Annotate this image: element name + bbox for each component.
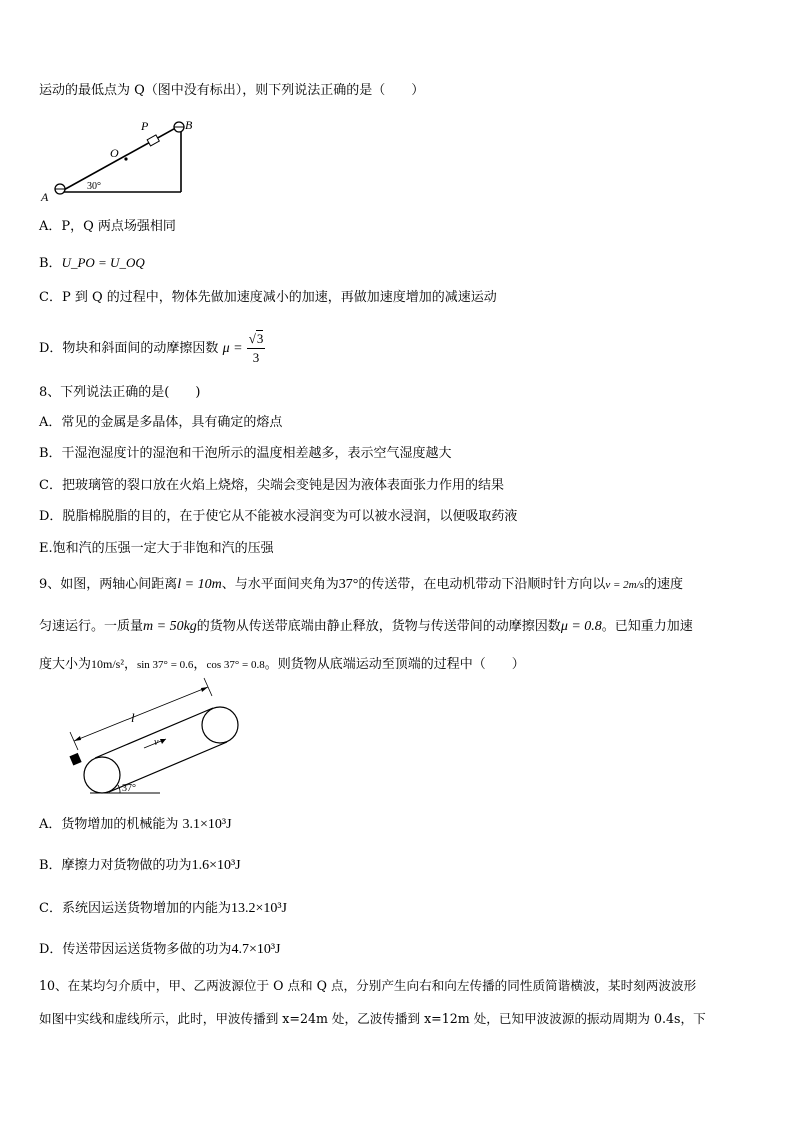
q9-l2-b: 的货物从传送带底端由静止释放，货物与传送带间的动摩擦因数 [196,619,561,634]
pulley-bottom [84,757,120,793]
label-b: B [185,118,193,132]
q9-l2-c: 。已知重力加速 [601,619,693,634]
q10-stem-line2: 如图中实线和虚线所示，此时，甲波传播到 x=24m 处，乙波传播到 x=12m 处，已知甲波波源的振动周期为 0.4s，下 [39,1011,706,1026]
q10-stem-line1: 10、在某均匀介质中，甲、乙两波源位于 O 点和 Q 点，分别产生向右和向左传播的同性质简谐横波，某时刻两波波形 [39,978,697,993]
q9-option-b-math: 1.6×10³J [191,858,241,873]
q9-option-c-text: C．系统因运送货物增加的内能为 [39,901,231,916]
q9-l2-math2: μ = 0.8 [560,619,602,634]
q7-option-d-num: 3 [256,331,264,346]
q9-option-d-text: D．传送带因运送货物多做的功为 [39,942,232,957]
q9-l3-math1: 10m/s² [91,657,124,671]
q9-option-d [39,941,280,959]
q9-l1-c: 的传送带，在电动机带动下沿顺时针方向以 [358,577,606,592]
label-angle-37: 37° [122,783,136,794]
q7-option-c: C．P 到 Q 的过程中，物体先做加速度减小的加速，再做加速度增加的减速运动 [39,290,497,305]
q7-option-d-fraction: $\frac{√3}{3}$ [248,331,264,365]
q9-l1-d: 的速度 [643,577,683,592]
q8-option-d: D．脱脂棉脱脂的目的，在于使它从不能被水浸润变为可以被水浸润，以便吸取药液 [39,509,518,524]
q9-l1-b: 、与水平面间夹角为 [221,577,339,592]
q9-l1-math2: 37° [338,577,359,592]
label-a: A [41,190,49,204]
q7-option-a: A．P，Q 两点场强相同 [39,219,176,234]
q7-option-b [39,254,145,273]
q9-option-a [39,816,232,834]
q9-option-c-math: 13.2×10³J [230,901,287,916]
q9-stem-line3 [39,655,525,674]
cargo-block [69,753,81,766]
q7-option-d [39,330,265,367]
q9-l3-sep2: ， [193,657,207,672]
q8-option-b: B．干湿泡湿度计的湿泡和干泡所示的温度相差越多，表示空气湿度越大 [39,446,452,461]
incline-figure [38,113,198,205]
q9-l3-math3: cos 37° = 0.8 [206,659,265,671]
q8-option-e: E.饱和汽的压强一定大于非饱和汽的压强 [39,541,274,556]
q9-l3-b: 。则货物从底端运动至顶端的过程中（ ） [264,657,525,672]
label-v: v [154,737,159,748]
conveyor-figure [60,686,280,798]
q7-option-b-math: U_PO = U_OQ [61,255,145,270]
q9-option-a-math: 3.1×10³J [182,817,232,832]
q7-option-b-prefix: B． [39,256,62,271]
block-p [147,135,159,146]
q9-option-d-math: 4.7×10³J [231,942,281,957]
pulley-top [202,707,238,743]
q7-option-d-den: 3 [252,350,260,365]
q9-l2-a: 匀速运行。一质量 [39,619,144,634]
q8-option-a: A．常见的金属是多晶体，具有确定的熔点 [39,415,283,430]
q8-option-c: C．把玻璃管的裂口放在火焰上烧熔，尖端会变钝是因为液体表面张力作用的结果 [39,478,504,493]
q9-option-c [39,900,287,918]
q9-l1-math1: l = 10m [177,577,222,592]
q9-l3-sep1: ， [123,657,137,672]
q9-option-b-text: B．摩擦力对货物做的功为 [39,858,192,873]
label-angle-30: 30° [87,181,101,192]
dim-line-l [74,687,208,741]
q7-stem-tail: 运动的最低点为 Q（图中没有标出），则下列说法正确的是（ ） [39,83,425,98]
label-l: l [131,710,135,725]
q9-option-b [39,857,241,875]
angle-arc [118,785,120,793]
q9-l2-math1: m = 50kg [143,619,197,634]
q7-option-d-mu: μ = [222,341,243,356]
q9-l1-a: 9、如图，两轴心间距离 [39,577,178,592]
point-o [124,157,127,160]
q9-l1-math3: v = 2m/s [605,579,644,591]
q9-stem-line1 [39,576,683,594]
label-o: O [110,146,119,160]
q9-l3-math2: sin 37° = 0.6 [136,659,194,671]
incline-slope [60,125,181,192]
label-p: P [141,119,149,133]
q7-option-d-prefix: D．物块和斜面间的动摩擦因数 [39,341,219,356]
q8-stem: 8、下列说法正确的是( ) [39,385,201,400]
q9-option-a-text: A．货物增加的机械能为 [39,817,179,832]
q9-stem-line2 [39,618,693,636]
belt-upper [95,708,213,758]
q9-l3-a: 度大小为 [39,657,92,672]
